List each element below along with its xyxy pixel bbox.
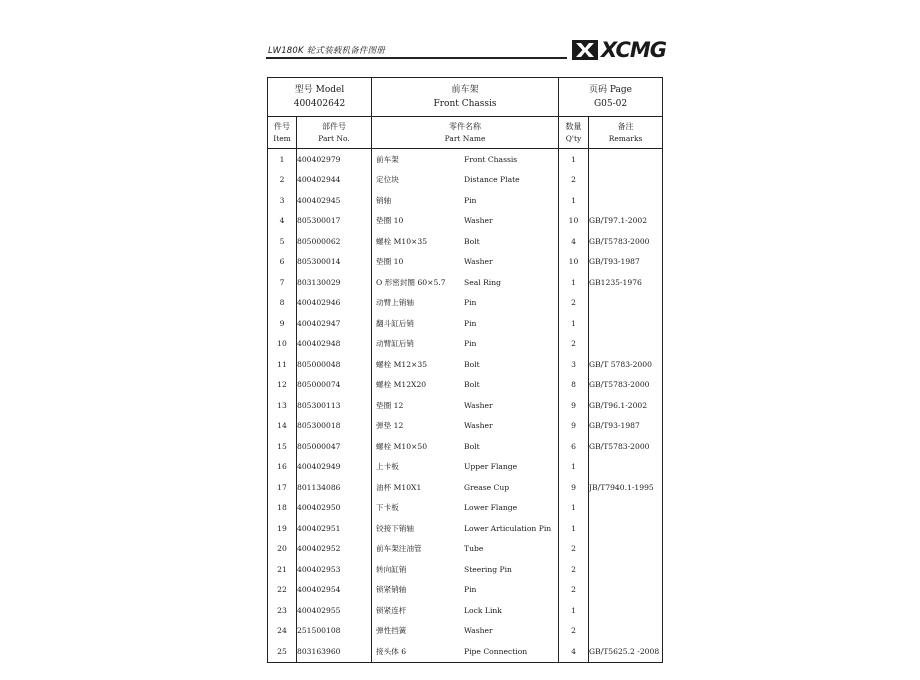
model-label: 型号 Model: [294, 85, 345, 95]
part-name-cn: 垫圈 10: [376, 257, 404, 267]
item-number: 20: [268, 539, 297, 560]
table-row: [268, 580, 663, 601]
quantity: 2: [559, 580, 589, 601]
item-number: 10: [268, 334, 297, 355]
item-number: 19: [268, 518, 297, 539]
item-number: 13: [268, 395, 297, 416]
part-number: 400402947: [297, 313, 372, 334]
part-number: 400402955: [297, 600, 372, 621]
part-name-cell: [372, 559, 559, 580]
remarks: GB/T96.1-2002: [589, 395, 663, 416]
quantity: 1: [559, 149, 589, 170]
col-remarks-en: Remarks: [608, 133, 643, 143]
item-number: 25: [268, 641, 297, 662]
part-name-cn: 螺栓 M10×35: [376, 236, 428, 246]
part-name-cn: 上卡板: [376, 462, 399, 472]
page-cell: [559, 78, 663, 117]
part-name-cell: [372, 518, 559, 539]
table-row: [268, 641, 663, 662]
part-number: 805000047: [297, 436, 372, 457]
table-row: [268, 211, 663, 232]
remarks: GB/T5783-2000: [589, 231, 663, 252]
part-number: 400402944: [297, 170, 372, 191]
logo-text: XCMG: [601, 38, 666, 62]
part-name-en: Lower Articulation Pin: [464, 523, 552, 533]
part-number: 805300014: [297, 252, 372, 273]
part-number: 251500108: [297, 621, 372, 642]
remarks: [589, 559, 663, 580]
item-number: 17: [268, 477, 297, 498]
quantity: 1: [559, 498, 589, 519]
part-number: 805000062: [297, 231, 372, 252]
quantity: 2: [559, 559, 589, 580]
part-name-cell: [372, 600, 559, 621]
part-number: 805000074: [297, 375, 372, 396]
page-value: G05-02: [593, 99, 628, 109]
table-row: [268, 149, 663, 170]
col-name-header: [372, 117, 559, 149]
part-name-en: Pin: [464, 585, 477, 595]
section-cell: [372, 78, 559, 117]
part-name-cn: 锁紧销轴: [376, 585, 407, 595]
quantity: 8: [559, 375, 589, 396]
part-name-en: Distance Plate: [464, 175, 520, 185]
part-name-en: Bolt: [464, 441, 480, 451]
part-name-cell: [372, 334, 559, 355]
remarks: GB/T5783-2000: [589, 436, 663, 457]
remarks: [589, 334, 663, 355]
table-row: [268, 272, 663, 293]
item-number: 22: [268, 580, 297, 601]
table-row: [268, 334, 663, 355]
part-name-cn: 弹垫 12: [376, 421, 404, 431]
quantity: 10: [559, 211, 589, 232]
part-name-en: Upper Flange: [464, 462, 518, 472]
parts-body: [268, 149, 663, 663]
part-name-en: Pin: [464, 298, 477, 308]
col-item-header: [268, 117, 297, 149]
part-name-en: Washer: [464, 421, 493, 431]
col-remarks-cn: 备注: [617, 121, 634, 131]
part-name-cell: [372, 170, 559, 191]
col-qty-header: [559, 117, 589, 149]
item-number: 12: [268, 375, 297, 396]
part-name-cn: 弹性挡簧: [376, 626, 407, 636]
part-name-cn: 前车架: [376, 154, 399, 164]
part-name-cn: 螺栓 M10×50: [376, 441, 428, 451]
section-cn: 前车架: [451, 85, 479, 95]
quantity: 4: [559, 641, 589, 662]
remarks: [589, 293, 663, 314]
part-name-cell: [372, 477, 559, 498]
part-name-cn: O 形密封圈 60×5.7: [376, 277, 446, 287]
part-number: 805300017: [297, 211, 372, 232]
page-label: 页码 Page: [589, 85, 632, 95]
table-row: [268, 457, 663, 478]
part-name-cn: 前车架注油管: [376, 544, 422, 554]
part-name-cn: 垫圈 10: [376, 216, 404, 226]
section-en: Front Chassis: [433, 99, 497, 109]
table-row: [268, 170, 663, 191]
part-number: 805300113: [297, 395, 372, 416]
remarks: [589, 580, 663, 601]
part-name-cell: [372, 313, 559, 334]
item-number: 18: [268, 498, 297, 519]
table-row: [268, 231, 663, 252]
table-row: [268, 375, 663, 396]
part-name-cn: 动臂缸后销: [376, 339, 414, 349]
part-number: 805000048: [297, 354, 372, 375]
xcmg-emblem-icon: [572, 40, 598, 60]
quantity: 2: [559, 539, 589, 560]
part-name-cn: 转向缸销: [376, 564, 407, 574]
remarks: GB/T 5783-2000: [589, 354, 663, 375]
part-number: 803163960: [297, 641, 372, 662]
part-name-cn: 接头体 6: [376, 646, 407, 656]
col-name-en: Part Name: [444, 133, 486, 143]
item-number: 1: [268, 149, 297, 170]
part-name-en: Washer: [464, 626, 493, 636]
part-number: 400402946: [297, 293, 372, 314]
quantity: 6: [559, 436, 589, 457]
part-name-en: Front Chassis: [464, 154, 518, 164]
item-number: 7: [268, 272, 297, 293]
part-name-cell: [372, 231, 559, 252]
remarks: [589, 539, 663, 560]
quantity: 10: [559, 252, 589, 273]
remarks: [589, 518, 663, 539]
col-partno-header: [297, 117, 372, 149]
quantity: 3: [559, 354, 589, 375]
part-name-cn: 下卡板: [376, 503, 399, 513]
table-row: [268, 559, 663, 580]
quantity: 2: [559, 293, 589, 314]
remarks: [589, 149, 663, 170]
quantity: 1: [559, 518, 589, 539]
part-name-en: Bolt: [464, 236, 480, 246]
remarks: GB/T93-1987: [589, 416, 663, 437]
item-number: 23: [268, 600, 297, 621]
table-row: [268, 354, 663, 375]
column-header-row: [268, 117, 663, 149]
part-name-cn: 翻斗缸后销: [376, 318, 414, 328]
part-name-en: Washer: [464, 400, 493, 410]
part-name-cell: [372, 252, 559, 273]
part-name-en: Seal Ring: [464, 277, 501, 287]
model-value: 400402642: [293, 99, 346, 109]
model-cell: [268, 78, 372, 117]
quantity: 1: [559, 313, 589, 334]
remarks: GB/T5783-2000: [589, 375, 663, 396]
part-number: 400402954: [297, 580, 372, 601]
quantity: 1: [559, 600, 589, 621]
part-name-en: Pipe Connection: [464, 646, 528, 656]
header-rule: [266, 57, 567, 59]
part-name-en: Pin: [464, 339, 477, 349]
table-row: [268, 600, 663, 621]
table-row: [268, 518, 663, 539]
table-row: [268, 190, 663, 211]
remarks: [589, 170, 663, 191]
part-name-cell: [372, 621, 559, 642]
part-number: 400402951: [297, 518, 372, 539]
part-name-cell: [372, 395, 559, 416]
part-name-en: Washer: [464, 216, 493, 226]
remarks: [589, 498, 663, 519]
part-number: 400402945: [297, 190, 372, 211]
col-partno-en: Part No.: [318, 133, 350, 143]
part-number: 801134086: [297, 477, 372, 498]
col-partno-cn: 部件号: [322, 121, 346, 131]
part-name-cn: 定位块: [376, 175, 399, 185]
item-number: 3: [268, 190, 297, 211]
table-row: [268, 395, 663, 416]
quantity: 1: [559, 457, 589, 478]
table-row: [268, 416, 663, 437]
part-name-cell: [372, 416, 559, 437]
item-number: 8: [268, 293, 297, 314]
item-number: 2: [268, 170, 297, 191]
remarks: [589, 190, 663, 211]
part-name-cn: 锁紧连杆: [376, 605, 407, 615]
remarks: [589, 621, 663, 642]
part-name-cn: 油杯 M10X1: [376, 482, 422, 492]
table-row: [268, 293, 663, 314]
part-name-en: Pin: [464, 318, 477, 328]
part-name-en: Tube: [464, 544, 484, 554]
item-number: 4: [268, 211, 297, 232]
table-row: [268, 498, 663, 519]
part-number: 400402952: [297, 539, 372, 560]
col-remarks-header: [589, 117, 663, 149]
col-qty-en: Q'ty: [565, 133, 582, 143]
part-number: 805300018: [297, 416, 372, 437]
part-number: 400402948: [297, 334, 372, 355]
part-name-en: Grease Cup: [464, 482, 510, 492]
table-title-row: [268, 78, 663, 117]
part-name-cn: 销轴: [376, 195, 392, 205]
part-name-cell: [372, 272, 559, 293]
part-name-cell: [372, 149, 559, 170]
col-name-cn: 零件名称: [449, 121, 482, 131]
part-name-cell: [372, 436, 559, 457]
item-number: 15: [268, 436, 297, 457]
item-number: 9: [268, 313, 297, 334]
part-name-en: Steering Pin: [464, 564, 512, 574]
part-name-cn: 垫圈 12: [376, 400, 404, 410]
remarks: GB/T5625.2 -2008: [589, 641, 663, 662]
part-name-cell: [372, 580, 559, 601]
part-name-cell: [372, 354, 559, 375]
remarks: JB/T7940.1-1995: [589, 477, 663, 498]
part-name-en: Pin: [464, 195, 477, 205]
part-name-cell: [372, 211, 559, 232]
table-row: [268, 313, 663, 334]
part-name-cell: [372, 641, 559, 662]
part-number: 400402950: [297, 498, 372, 519]
parts-table: [267, 77, 663, 663]
part-number: 803130029: [297, 272, 372, 293]
part-name-cn: 动臂上销轴: [376, 298, 414, 308]
table-row: [268, 477, 663, 498]
item-number: 16: [268, 457, 297, 478]
item-number: 21: [268, 559, 297, 580]
item-number: 11: [268, 354, 297, 375]
quantity: 9: [559, 416, 589, 437]
remarks: GB1235-1976: [589, 272, 663, 293]
table-row: [268, 436, 663, 457]
remarks: GB/T97.1-2002: [589, 211, 663, 232]
quantity: 2: [559, 170, 589, 191]
part-name-en: Lower Flange: [464, 503, 518, 513]
part-name-cn: 螺栓 M12×35: [376, 359, 428, 369]
col-qty-cn: 数量: [565, 121, 582, 131]
part-name-cell: [372, 293, 559, 314]
item-number: 6: [268, 252, 297, 273]
part-name-cell: [372, 375, 559, 396]
quantity: 2: [559, 334, 589, 355]
catalog-title: LW180K 轮式装载机备件图册: [268, 46, 385, 56]
table-row: [268, 539, 663, 560]
quantity: 9: [559, 395, 589, 416]
part-number: 400402953: [297, 559, 372, 580]
quantity: 1: [559, 190, 589, 211]
col-item-cn: 件号: [274, 121, 290, 131]
part-name-cell: [372, 498, 559, 519]
part-name-en: Washer: [464, 257, 493, 267]
part-name-cell: [372, 539, 559, 560]
part-number: 400402979: [297, 149, 372, 170]
part-name-cell: [372, 190, 559, 211]
remarks: [589, 313, 663, 334]
part-name-en: Bolt: [464, 380, 480, 390]
part-number: 400402949: [297, 457, 372, 478]
col-item-en: Item: [273, 133, 291, 143]
part-name-cn: 铰接下销轴: [376, 523, 414, 533]
part-name-cn: 螺栓 M12X20: [376, 380, 427, 390]
xcmg-logo: [572, 38, 668, 62]
quantity: 9: [559, 477, 589, 498]
part-name-cell: [372, 457, 559, 478]
item-number: 5: [268, 231, 297, 252]
quantity: 2: [559, 621, 589, 642]
item-number: 14: [268, 416, 297, 437]
part-name-en: Lock Link: [464, 605, 502, 615]
table-row: [268, 252, 663, 273]
item-number: 24: [268, 621, 297, 642]
quantity: 1: [559, 272, 589, 293]
remarks: [589, 600, 663, 621]
table-row: [268, 621, 663, 642]
remarks: [589, 457, 663, 478]
part-name-en: Bolt: [464, 359, 480, 369]
remarks: GB/T93-1987: [589, 252, 663, 273]
quantity: 4: [559, 231, 589, 252]
